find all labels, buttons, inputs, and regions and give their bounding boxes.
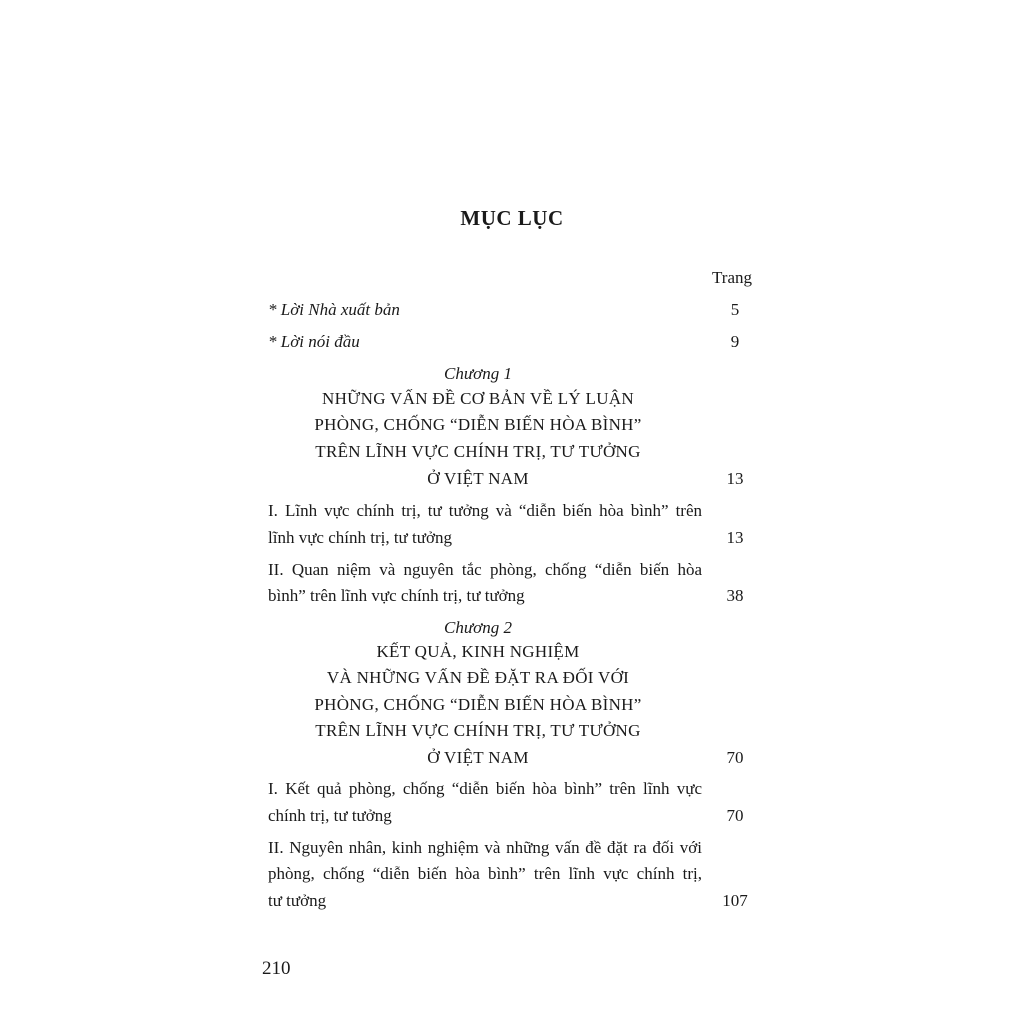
front-matter-entry: * Lời Nhà xuất bản <box>268 300 400 319</box>
chapter-label: Chương 2 <box>444 618 512 637</box>
chapter-label: Chương 1 <box>444 364 512 383</box>
toc-heading: MỤC LỤC <box>460 206 564 230</box>
section-line: II. Quan niệm và nguyên tắc phòng, chống “diễn biến hòa <box>268 560 702 579</box>
page-number: 70 <box>726 748 744 767</box>
page-number: 38 <box>726 586 744 605</box>
chapter-title-line: TRÊN LĨNH VỰC CHÍNH TRỊ, TƯ TƯỞNG <box>315 442 641 461</box>
chapter-title-line: Ở VIỆT NAM <box>427 748 529 767</box>
page-number: 13 <box>726 528 744 547</box>
section-line: phòng, chống “diễn biến hòa bình” trên lĩnh vực chính trị, <box>268 864 702 883</box>
section-line: II. Nguyên nhân, kinh nghiệm và những vấn đề đặt ra đối với <box>268 838 702 857</box>
section-line: I. Lĩnh vực chính trị, tư tưởng và “diễn biến hòa bình” trên <box>268 501 702 520</box>
chapter-title-line: VÀ NHỮNG VẤN ĐỀ ĐẶT RA ĐỐI VỚI <box>326 668 630 687</box>
folio-page-number: 210 <box>262 958 291 979</box>
chapter-title-line: PHÒNG, CHỐNG “DIỄN BIẾN HÒA BÌNH” <box>314 695 642 714</box>
page-number: 13 <box>726 469 744 488</box>
page-number: 70 <box>726 806 744 825</box>
page-column-label: Trang <box>712 268 752 287</box>
section-line: I. Kết quả phòng, chống “diễn biến hòa bình” trên lĩnh vực <box>268 779 702 798</box>
chapter-title-line: NHỮNG VẤN ĐỀ CƠ BẢN VỀ LÝ LUẬN <box>322 389 634 408</box>
page-number: 9 <box>730 332 740 351</box>
section-line: lĩnh vực chính trị, tư tưởng <box>268 528 452 547</box>
front-matter-entry: * Lời nói đầu <box>268 332 360 351</box>
page-number: 5 <box>730 300 740 319</box>
chapter-title-line: PHÒNG, CHỐNG “DIỄN BIẾN HÒA BÌNH” <box>314 415 642 434</box>
chapter-title-line: Ở VIỆT NAM <box>427 469 529 488</box>
page-number: 107 <box>722 891 748 910</box>
chapter-title-line: KẾT QUẢ, KINH NGHIỆM <box>376 642 580 661</box>
section-line: chính trị, tư tưởng <box>268 806 392 825</box>
section-line: bình” trên lĩnh vực chính trị, tư tưởng <box>268 586 525 605</box>
chapter-title-line: TRÊN LĨNH VỰC CHÍNH TRỊ, TƯ TƯỞNG <box>315 721 641 740</box>
section-line: tư tưởng <box>268 891 327 910</box>
